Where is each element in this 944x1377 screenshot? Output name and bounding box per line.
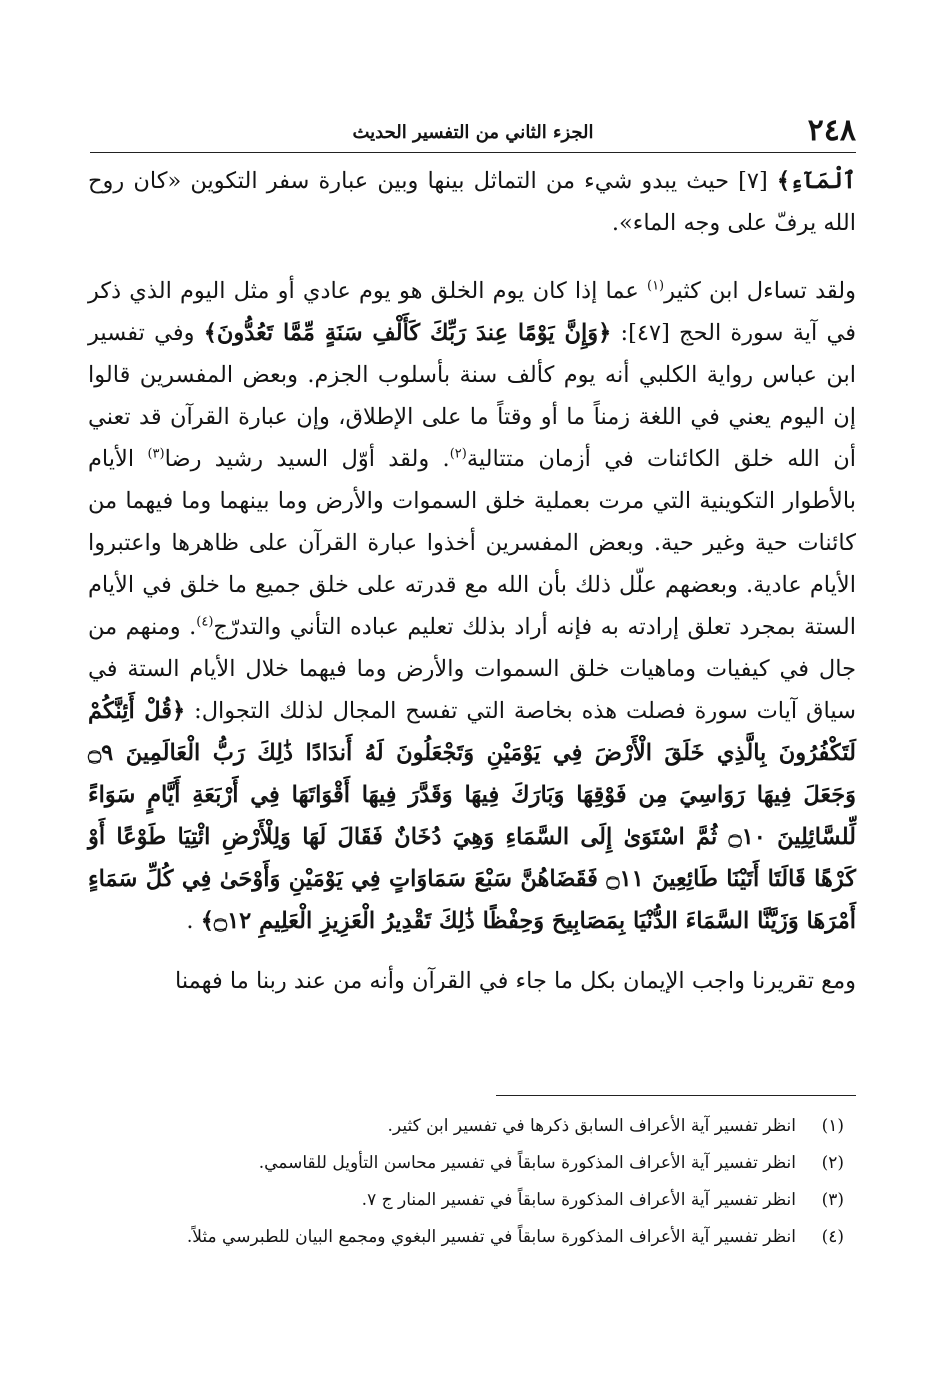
paragraph-2 [88, 270, 856, 942]
footnote-text: انظر تفسير آية الأعراف السابق ذكرها في تفسير ابن كثير. [387, 1116, 796, 1136]
footnote-ref: (٤) [196, 614, 214, 630]
footnote-number: (٣) [821, 1190, 844, 1210]
footnote-number: (١) [821, 1116, 844, 1136]
footnote-text: انظر تفسير آية الأعراف المذكورة سابقاً في تفسير المنار ج ٧. [361, 1190, 796, 1210]
paragraph-text: . [186, 908, 201, 934]
footnote [88, 1182, 844, 1219]
paragraph-1 [88, 160, 856, 244]
page-header [90, 112, 856, 153]
paragraph-text: . ومنهم من جال في كيفيات وماهيات خلق السموات والأرض وما فيهما خلال الأيام الستة في سياق آيات سورة فصلت هذه بخاصة التي تفسح المجال لذلك التجوال: [88, 614, 857, 724]
page-number: ٢٤٨ [807, 113, 856, 148]
paragraph-text: عما إذا كان يوم الخلق هو يوم عادي أو مثل اليوم الذي ذكر في آية سورة الحج [٤٧]: [88, 278, 857, 346]
quran-quote: ﴿وَإِنَّ يَوْمًا عِندَ رَبِّكَ كَأَلْفِ سَنَةٍ مِّمَّا تَعُدُّونَ﴾ [203, 320, 612, 346]
paragraph-3 [88, 960, 856, 1002]
quran-quote: ﴿قُلْ أَئِنَّكُمْ لَتَكْفُرُونَ بِالَّذِي خَلَقَ الْأَرْضَ فِي يَوْمَيْنِ وَتَجْعَلُونَ لَهُ أَندَادًا ذَٰلِكَ رَبُّ الْعَالَمِينَ ۝٩ وَجَعَلَ فِيهَا رَوَاسِيَ مِن فَوْقِهَا وَبَارَكَ فِيهَا وَقَدَّرَ فِيهَا أَقْوَاتَهَا فِي أَرْبَعَةِ أَيَّامٍ سَوَاءً لِّلسَّائِلِينَ ۝١٠ ثُمَّ اسْتَوَىٰ إِلَى السَّمَاءِ وَهِيَ دُخَانٌ فَقَالَ لَهَا وَلِلْأَرْضِ ائْتِيَا طَوْعًا أَوْ كَرْهًا قَالَتَا أَتَيْنَا طَائِعِينَ ۝١١ فَقَضَاهُنَّ سَبْعَ سَمَاوَاتٍ فِي يَوْمَيْنِ وَأَوْحَىٰ فِي كُلِّ سَمَاءٍ أَمْرَهَا وَزَيَّنَّا السَّمَاءَ الدُّنْيَا بِمَصَابِيحَ وَحِفْظًا ذَٰلِكَ تَقْدِيرُ الْعَزِيزِ الْعَلِيمِ ۝١٢﴾ [88, 698, 856, 934]
footnote [88, 1219, 844, 1256]
quran-quote: ٱلْمَآءِ﴾ [776, 168, 856, 194]
footnote-text: انظر تفسير آية الأعراف المذكورة سابقاً في تفسير البغوي ومجمع البيان للطبرسي مثلاً. [186, 1227, 796, 1247]
footnote-text: انظر تفسير آية الأعراف المذكورة سابقاً في تفسير محاسن التأويل للقاسمي. [258, 1153, 796, 1173]
footnote-ref: (٢) [449, 446, 467, 462]
footnote-number: (٢) [821, 1153, 844, 1173]
paragraph-text: وفي تفسير ابن عباس رواية الكلبي أنه يوم كألف سنة بأسلوب الجزم. وبعض المفسرين قالوا إن اليوم يعني في اللغة زمناً ما أو وقتاً ما على الإطلاق، وإن عبارة القرآن قد تعني أن الله خلق الكائنات في أزمان متتالية [88, 320, 857, 472]
paragraph-text: [٧] حيث يبدو شيء من التماثل بينها وبين عبارة سفر التكوين «كان روح الله يرفّ على وجه الماء». [88, 168, 856, 236]
paragraph-text: . ولقد أوّل السيد رشيد رضا [164, 446, 450, 472]
running-title: الجزء الثاني من التفسير الحديث [352, 122, 594, 143]
footnote [88, 1108, 844, 1145]
main-text [88, 160, 856, 1002]
footnote-number: (٤) [821, 1227, 844, 1247]
footnote-ref: (١) [646, 278, 665, 294]
paragraph-text: ومع تقريرنا واجب الإيمان بكل ما جاء في القرآن وأنه من عند ربنا ما فهمنا [175, 968, 856, 994]
footnote [88, 1145, 844, 1182]
paragraph-text: ولقد تساءل ابن كثير [664, 278, 856, 304]
footnote-divider [496, 1095, 856, 1096]
paragraph-text: الأيام بالأطوار التكوينية التي مرت بعملية خلق السموات والأرض وما بينهما وما فيهما من كائنات حية وغير حية. وبعض المفسرين أخذوا عبارة القرآن على ظاهرها واعتبروا الأيام عادية. وبعضهم علّل ذلك بأن الله مع قدرته على خلق جميع ما خلق في الأيام الستة بمجرد تعلق إرادته به فإنه أراد بذلك تعليم عباده التأني والتدرّج [88, 446, 856, 640]
footnotes [88, 1108, 844, 1256]
footnote-ref: (٣) [147, 446, 165, 462]
